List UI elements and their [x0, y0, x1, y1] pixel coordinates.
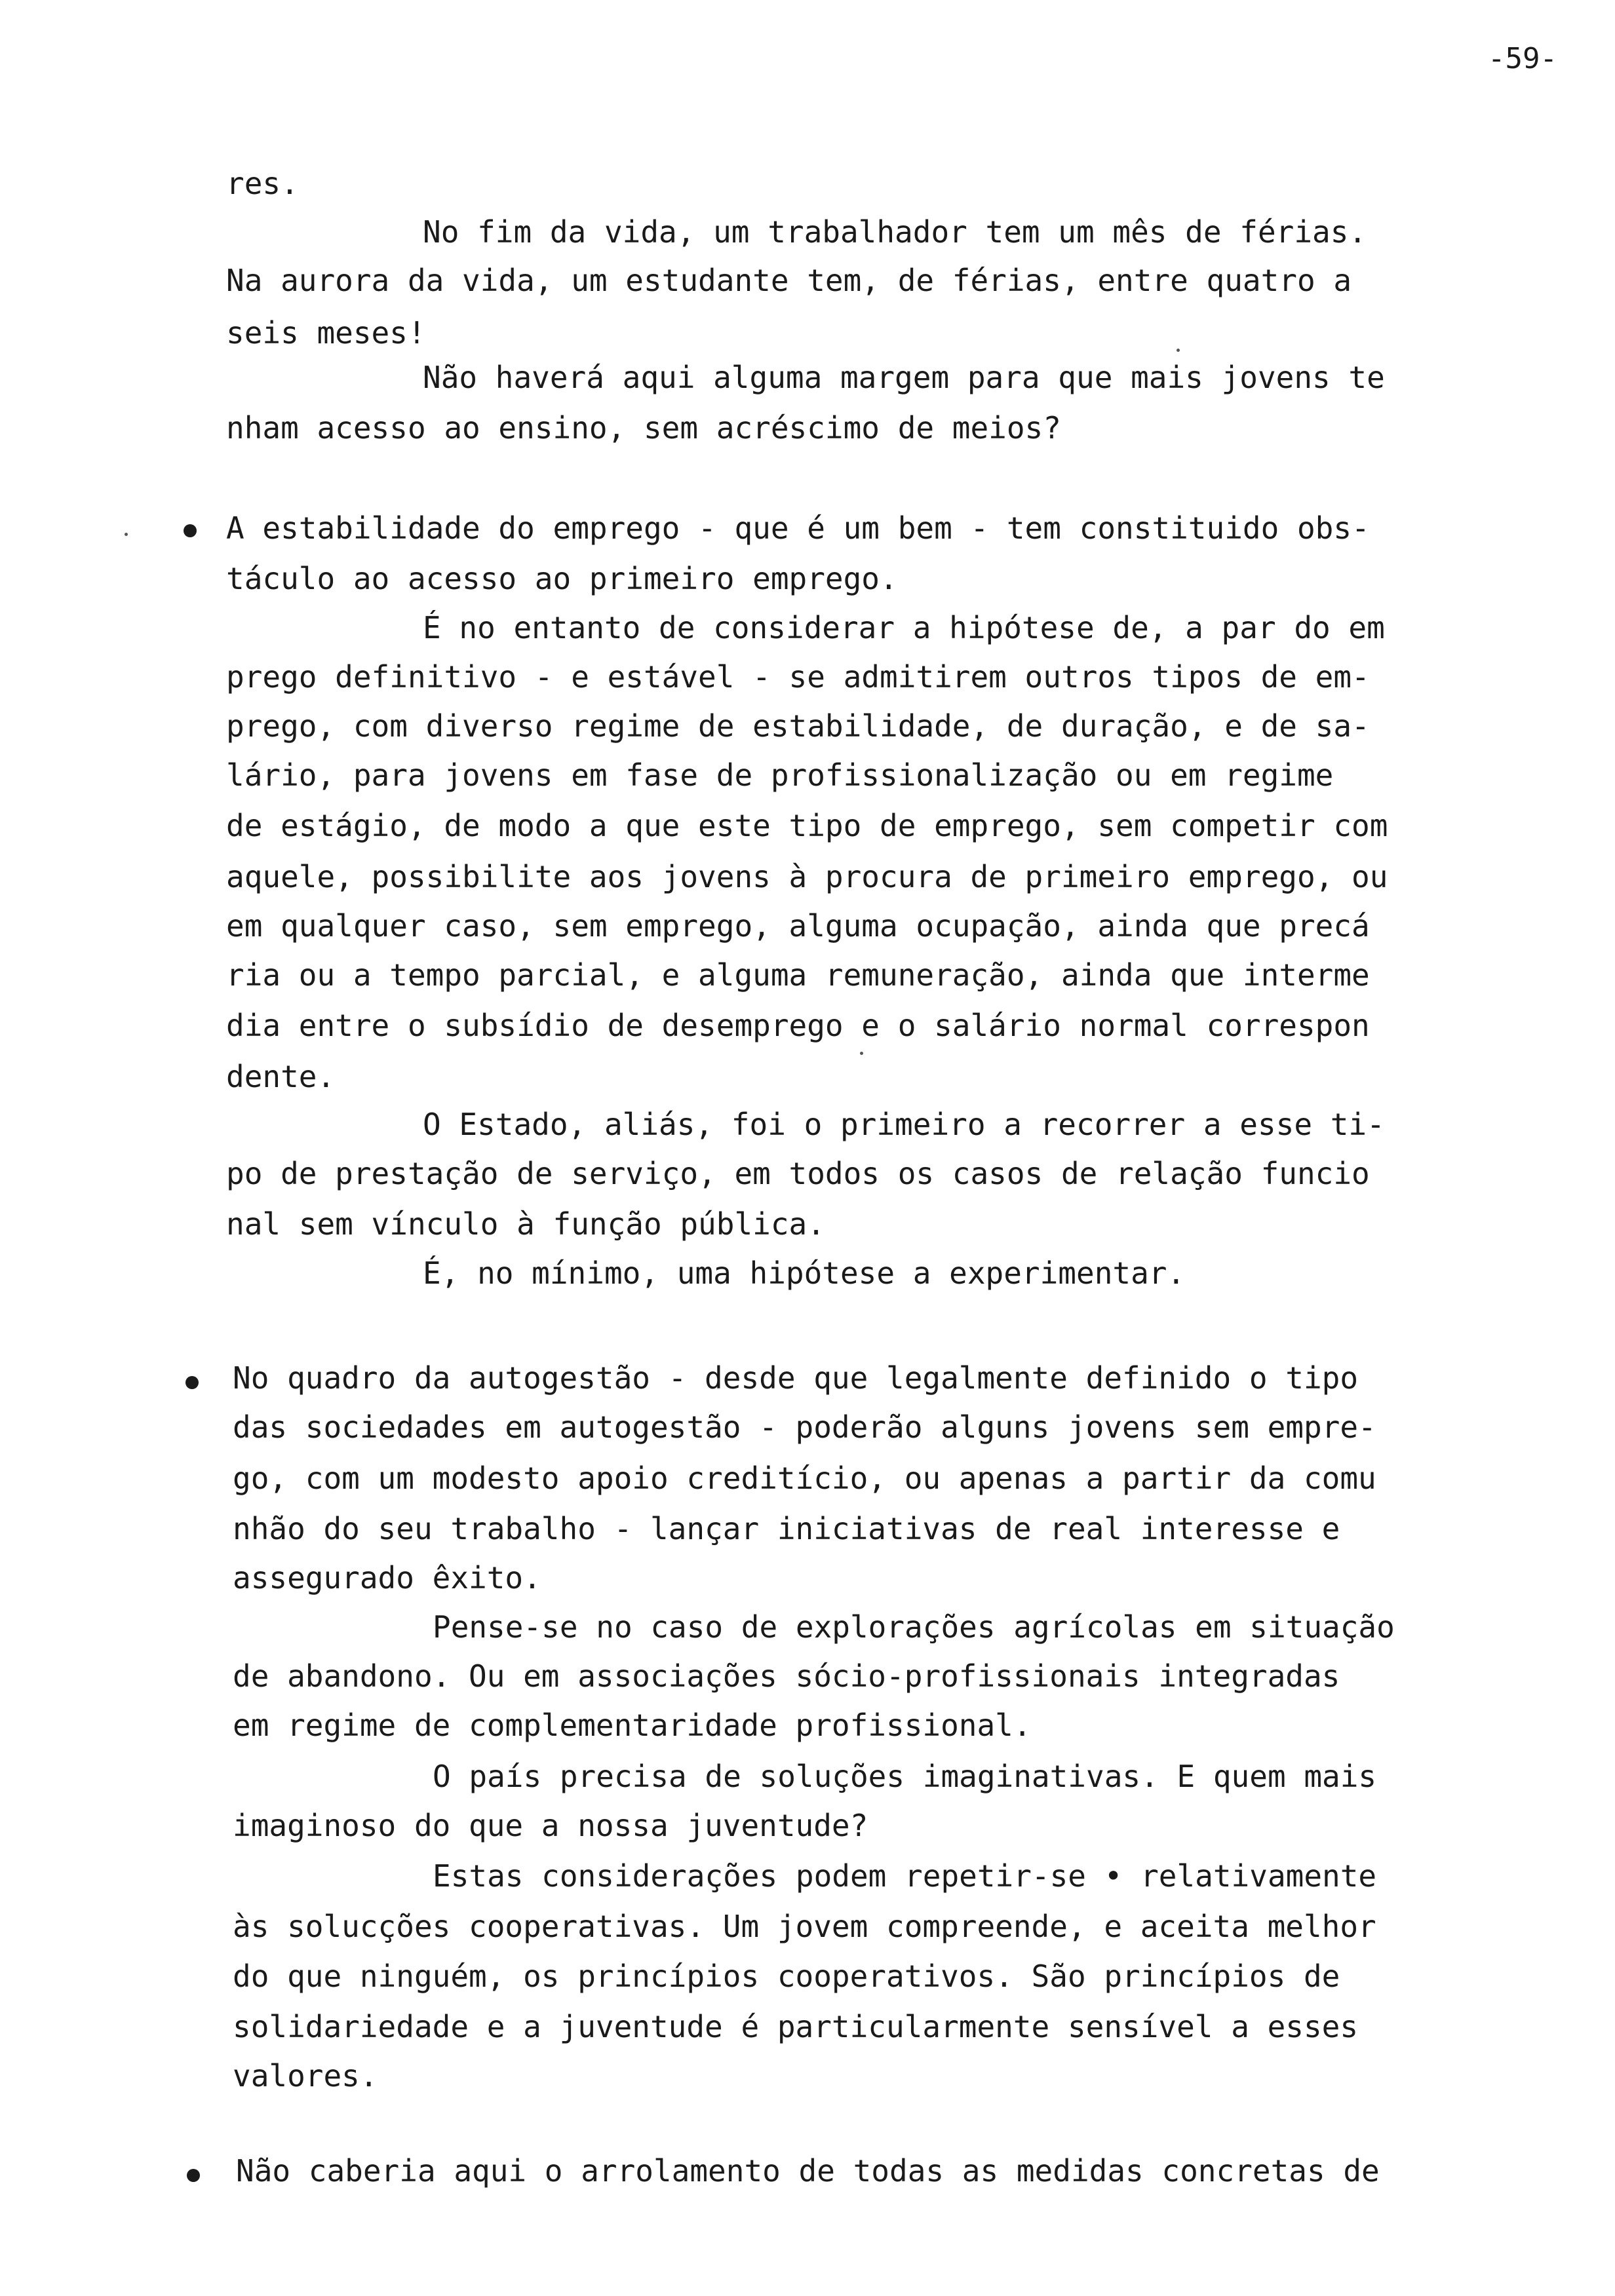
- scan-speck: [1177, 349, 1180, 352]
- text-line: prego definitivo - e estável - se admitirem outros tipos de em-: [226, 659, 1370, 695]
- text-line: dente.: [226, 1059, 336, 1094]
- scan-speck: [860, 1052, 863, 1055]
- text-line: No quadro da autogestão - desde que legalmente definido o tipo: [233, 1360, 1359, 1396]
- text-line: prego, com diverso regime de estabilidade, de duração, e de sa-: [226, 708, 1370, 744]
- bullet-icon: [185, 1376, 199, 1389]
- text-line: nal sem vínculo à função pública.: [226, 1206, 825, 1242]
- text-line: em regime de complementaridade profissional.: [233, 1708, 1032, 1743]
- text-line: Pense-se no caso de explorações agrícolas em situação: [433, 1609, 1395, 1645]
- text-line: nham acesso ao ensino, sem acréscimo de meios?: [226, 410, 1061, 446]
- text-line: de estágio, de modo a que este tipo de emprego, sem competir com: [226, 808, 1388, 843]
- text-line: A estabilidade do emprego - que é um bem - tem constituido obs-: [226, 510, 1370, 546]
- bullet-icon: [184, 524, 197, 537]
- text-line: po de prestação de serviço, em todos os casos de relação funcio: [226, 1156, 1370, 1191]
- text-line: ria ou a tempo parcial, e alguma remuneração, ainda que interme: [226, 957, 1370, 993]
- text-line: Não haverá aqui alguma margem para que mais jovens te: [423, 360, 1385, 395]
- text-line: assegurado êxito.: [233, 1560, 541, 1596]
- bullet-icon: [187, 2169, 200, 2182]
- text-line: seis meses!: [226, 315, 426, 351]
- text-line: imaginoso do que a nossa juventude?: [233, 1808, 868, 1843]
- text-line: O Estado, aliás, foi o primeiro a recorrer a esse ti-: [423, 1107, 1385, 1142]
- text-line: dia entre o subsídio de desemprego e o salário normal correspon: [226, 1008, 1370, 1043]
- text-line: nhão do seu trabalho - lançar iniciativas de real interesse e: [233, 1511, 1340, 1546]
- text-line: No fim da vida, um trabalhador tem um mês de férias.: [423, 214, 1367, 250]
- text-line: de abandono. Ou em associações sócio-profissionais integradas: [233, 1658, 1340, 1694]
- text-line: Na aurora da vida, um estudante tem, de férias, entre quatro a: [226, 263, 1352, 298]
- text-line: do que ninguém, os princípios cooperativos. São princípios de: [233, 1959, 1340, 1994]
- text-line: É, no mínimo, uma hipótese a experimentar.: [423, 1255, 1186, 1291]
- text-line: res.: [226, 166, 299, 201]
- text-line: É no entanto de considerar a hipótese de, a par do em: [423, 610, 1385, 645]
- text-line: go, com um modesto apoio creditício, ou apenas a partir da comu: [233, 1461, 1376, 1496]
- text-line: Estas considerações podem repetir-se • relativamente: [433, 1858, 1377, 1894]
- text-line: O país precisa de soluções imaginativas. E quem mais: [433, 1759, 1377, 1794]
- page-number: -59-: [1488, 42, 1557, 75]
- text-line: táculo ao acesso ao primeiro emprego.: [226, 561, 898, 596]
- text-line: em qualquer caso, sem emprego, alguma ocupação, ainda que precá: [226, 908, 1370, 944]
- text-line: solidariedade e a juventude é particularmente sensível a esses: [233, 2009, 1359, 2044]
- text-line: Não caberia aqui o arrolamento de todas as medidas concretas de: [236, 2153, 1380, 2189]
- scan-speck: [125, 533, 128, 536]
- text-line: às solucções cooperativas. Um jovem compreende, e aceita melhor: [233, 1909, 1376, 1944]
- text-line: das sociedades em autogestão - poderão alguns jovens sem empre-: [233, 1409, 1376, 1445]
- text-line: lário, para jovens em fase de profissionalização ou em regime: [226, 757, 1334, 793]
- text-line: aquele, possibilite aos jovens à procura de primeiro emprego, ou: [226, 859, 1388, 894]
- text-line: valores.: [233, 2058, 378, 2094]
